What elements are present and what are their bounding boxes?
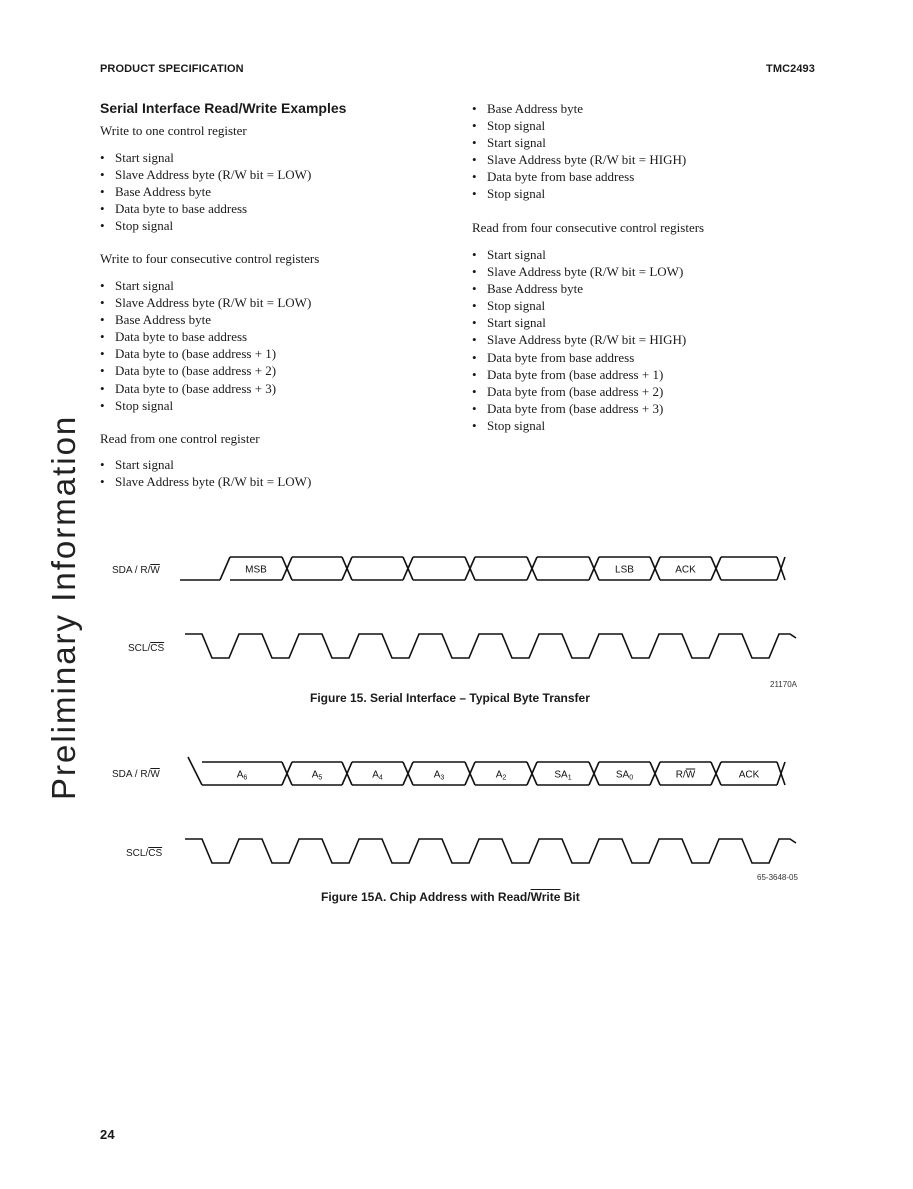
list-item: • Data byte to (base address + 3) <box>100 380 311 397</box>
list-item: • Base Address byte <box>100 183 311 200</box>
list-item: • Start signal <box>100 149 311 166</box>
list-item: • Data byte from (base address + 3) <box>472 400 686 417</box>
fig15-cell-label: ACK <box>675 564 696 576</box>
fig15a-scl-label: SCL/$\overline{CS}$ <box>126 848 163 859</box>
fig15a-ref: 65-3648-05 <box>757 873 798 882</box>
list-item: • Data byte to (base address + 1) <box>100 345 311 362</box>
list-item: • Slave Address byte (R/W bit = LOW) <box>100 166 311 183</box>
fig15a-sda-label: SDA / $R/\overline{W}$ <box>112 769 160 780</box>
list-item: • Data byte to (base address + 2) <box>100 362 311 379</box>
list-item: • Base Address byte <box>472 280 686 297</box>
fig15a-cell-label: ACK <box>738 769 760 781</box>
read-one-list <box>100 456 311 490</box>
fig15a-scl-waveform <box>185 839 796 863</box>
read-one-cont-list <box>472 100 686 203</box>
list-item: • Data byte to base address <box>100 328 311 345</box>
list-item: • Stop signal <box>100 397 311 414</box>
list-item: • Start signal <box>472 246 686 263</box>
write-one-title: Write to one control register <box>100 123 247 138</box>
read-one-title: Read from one control register <box>100 431 260 446</box>
list-item: • Stop signal <box>472 417 686 434</box>
header-right: TMC2493 <box>766 63 815 75</box>
header-left: PRODUCT SPECIFICATION <box>100 63 244 75</box>
list-item: • Data byte from (base address + 1) <box>472 366 686 383</box>
list-item: • Data byte from base address <box>472 349 686 366</box>
fig15a-cell-label: $A_2$ <box>495 769 507 782</box>
list-item: • Stop signal <box>100 217 311 234</box>
section-title: Serial Interface Read/Write Examples <box>100 100 347 116</box>
fig15a-cell-label: $SA_0$ <box>615 769 634 782</box>
list-item: • Start signal <box>100 456 311 473</box>
fig15a-cell-label: $A_3$ <box>433 769 445 782</box>
list-item: • Start signal <box>472 314 686 331</box>
list-item: • Stop signal <box>472 297 686 314</box>
fig15a-cell-label: $A_6$ <box>236 769 248 782</box>
list-item: • Slave Address byte (R/W bit = LOW) <box>472 263 686 280</box>
fig15a-cell-label: R/W <box>675 769 696 781</box>
read-four-list <box>472 246 686 434</box>
write-four-list <box>100 277 311 414</box>
fig15-sda-label: SDA / $R/\overline{W}$ <box>112 565 160 576</box>
list-item: • Start signal <box>472 134 686 151</box>
fig15-scl-waveform <box>185 634 796 658</box>
list-item: • Data byte from (base address + 2) <box>472 383 686 400</box>
list-item: • Slave Address byte (R/W bit = HIGH) <box>472 331 686 348</box>
list-item: • Slave Address byte (R/W bit = LOW) <box>100 473 311 490</box>
list-item: • Data byte from base address <box>472 168 686 185</box>
list-item: • Stop signal <box>472 185 686 202</box>
fig15-timing-diagram <box>180 550 810 665</box>
fig15a-timing-diagram <box>180 755 810 870</box>
fig15a-caption: Figure 15A. Chip Address with Read/Write Bit <box>321 890 580 904</box>
fig15-caption: Figure 15. Serial Interface – Typical Byte Transfer <box>310 691 590 705</box>
fig15-sda-rise <box>220 557 230 580</box>
fig15a-cell-label: $A_4$ <box>372 769 383 782</box>
list-item: • Slave Address byte (R/W bit = LOW) <box>100 294 311 311</box>
fig15a-cell-label: $SA_1$ <box>554 769 572 782</box>
fig15-scl-label: SCL/$\overline{CS}$ <box>128 643 165 654</box>
list-item: • Data byte to base address <box>100 200 311 217</box>
write-four-title: Write to four consecutive control registers <box>100 251 320 266</box>
write-one-list <box>100 149 311 234</box>
fig15-cell-label: LSB <box>615 564 634 576</box>
fig15a-sda-lead <box>188 757 202 785</box>
fig15-ref: 21170A <box>770 680 797 689</box>
list-item: • Start signal <box>100 277 311 294</box>
page-number: 24 <box>100 1127 115 1142</box>
list-item: • Stop signal <box>472 117 686 134</box>
list-item: • Base Address byte <box>472 100 686 117</box>
list-item: • Base Address byte <box>100 311 311 328</box>
fig15a-cell-label: $A_5$ <box>311 769 323 782</box>
read-four-title: Read from four consecutive control registers <box>472 220 705 235</box>
side-banner: Preliminary Information <box>45 414 82 800</box>
list-item: • Slave Address byte (R/W bit = HIGH) <box>472 151 686 168</box>
fig15-cell-label: MSB <box>245 564 267 576</box>
